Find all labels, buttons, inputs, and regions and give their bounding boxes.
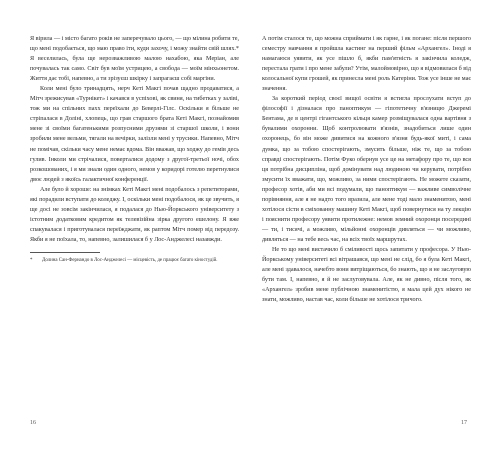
paragraph (262, 94, 471, 245)
paragraph-text: Не то що мені вистачило б сміливості щось запитати у професора. У Нью-Йоркському університеті всі вітрашався, що мені не слід, бо я була Кеті Макгі, але мені здавалося, начебто вони витріщаються, бо знають, що я не заслуговую бути там. І, напевно, я й не заслуговувала. Але, як не дивно, після того, як «Архангел» зробив мене публічною знаменитістю, я мала цей дух нікого не знати, можливо, настав час, коли більше не хотілося тричого. (262, 246, 471, 304)
footnote-mark: * (30, 257, 33, 263)
paragraph (262, 245, 471, 305)
right-page (262, 34, 471, 305)
paragraph-text: За короткий період своєї вищої освіти я встигла прослухати вступ до філософії і дізналася про паноптикум — гіпотетичну в'язницю Джеремі Бентама, де в центрі гігантського кільця камер розміщувалася одна вартівня з бувалими охоронни. Щоб контролювати в'язнів, знадобиться лише один охоронець, бо він може дивитися на кожного в'язня будь-якої миті, і сама думка, що за тобою спостерігають, змусить більше, ніж те, що за тобою справді спостерігають. Потім Фуко обернув усе це на метафору про те, що вся ця потрібна дисципліна, щоб домінувати над людиною чи керувати, потрібно змусити їх вважати, що, можливо, за ними спостерігають. Не можете сказати, професор хотів, аби ми всі подумали, що паноптикум — важливе символічне порівняння, але я не надто того вразила, але мене тоді мало знаменитою, мені хотілося сісти в сміхованну машину Кеті Макгі, щоб повернутися на ту лекцію і пояснити професору уявити протилежне: немов земний охоронця посередині — ти, і тисячі, а можливо, мільйонні охоронців дивляться — чи можливо, дивляться — на тебе весь час, на всіх твоїх маршрутах. (262, 96, 471, 243)
footnote-rule (30, 252, 100, 253)
footnote-text: Долина Сан-Фернандо в Лос-Анджелесі — місцевість, де працює багато кіностудій. (42, 257, 218, 263)
paragraph-text: Але було й хороше: на знімках Кеті Макгі мені подобалось з репетиторами, які порадили вступати до коледжу. І, оскільки мені подобалося, як це звучить, я ще досі не зовсім закінчилася, я подалася до Нью-Йоркського університету з істотним додатковим кредитом як телевізійна зірка другого ешелону. Я вже спакувалася і приготувалася переїжджати, як раптом Мітч помер від передозу. Якби я не поїхала, то, напевно, залишилася б у Лос-Анджелесі назавжди. (30, 186, 239, 243)
right-page-body (262, 34, 471, 305)
paragraph (30, 185, 239, 245)
footnote (30, 257, 239, 264)
paragraph-text: А потім сталося те, що можна сприймати і як гарне, і як погане: після першого семестру навчання я пройшла кастинг на перший фільм «Архангел». Іноді я намагаюся уявити, як усе пішло б, якби пам'ятність я закінчила коледж, перестала грати і про мене забули? Утім, малоймовірно, що я відмовилася б від колосальної купи грошей, як принесла мені роль Катеріни. Тож усе інше не має значення. (262, 36, 471, 93)
left-page (30, 34, 239, 264)
paragraph (30, 34, 239, 84)
page-number-left: 16 (30, 420, 36, 426)
paragraph (30, 84, 239, 184)
left-page-body (30, 34, 239, 245)
paragraph-text: Я вірила — і місто багато років не заперечувало цього, — що мілина робити те, що мені подобається, що маю право іти, куди захочу, і можу знайти свій шлях.* Я веселилась, була ще нерозважливою малою нахабою, яка Меріан, але почувалась так само. Світ був моїм устрицею, а свобода — моїм мінхьонетом. Життя дає тобі, напевно, а ти зрізуєш шкірку і запрагаєш собі маргіни. (30, 36, 239, 83)
paragraph-text: Коли мені було тринадцять, нерч Кеті Макгі почав щадно продаватися, а Мітч зрежисував «Турнікет» і качався в успіхові, як свиня, на тибетках у заліві, тож ми на спільних пахх переїхали до Беверлі-Гілс. Оскільки я більше не стріпалася в Доліні, хлопець, що грав старшого брата Кеті Макгі, познайомив мене зі своїми багатенькими розпусними друзями зі старшої школи, і вони зробили мене вельми, тягали на вечірки, залізли мені у трусики. Напевно, Мітч не помічав, скільки часу мене немає вдома. Він вважав, що ходжу до гемів десь гулив. Інколи ми стрічалися, поверталися додому з другої-третьої ночі, обох розкошованих, і я ми знали один одного, немов у коридорі готелю перетнулися двоє людей з якоїсь галактичної конференції. (30, 86, 239, 183)
paragraph (262, 34, 471, 94)
page-number-right: 17 (461, 420, 467, 426)
